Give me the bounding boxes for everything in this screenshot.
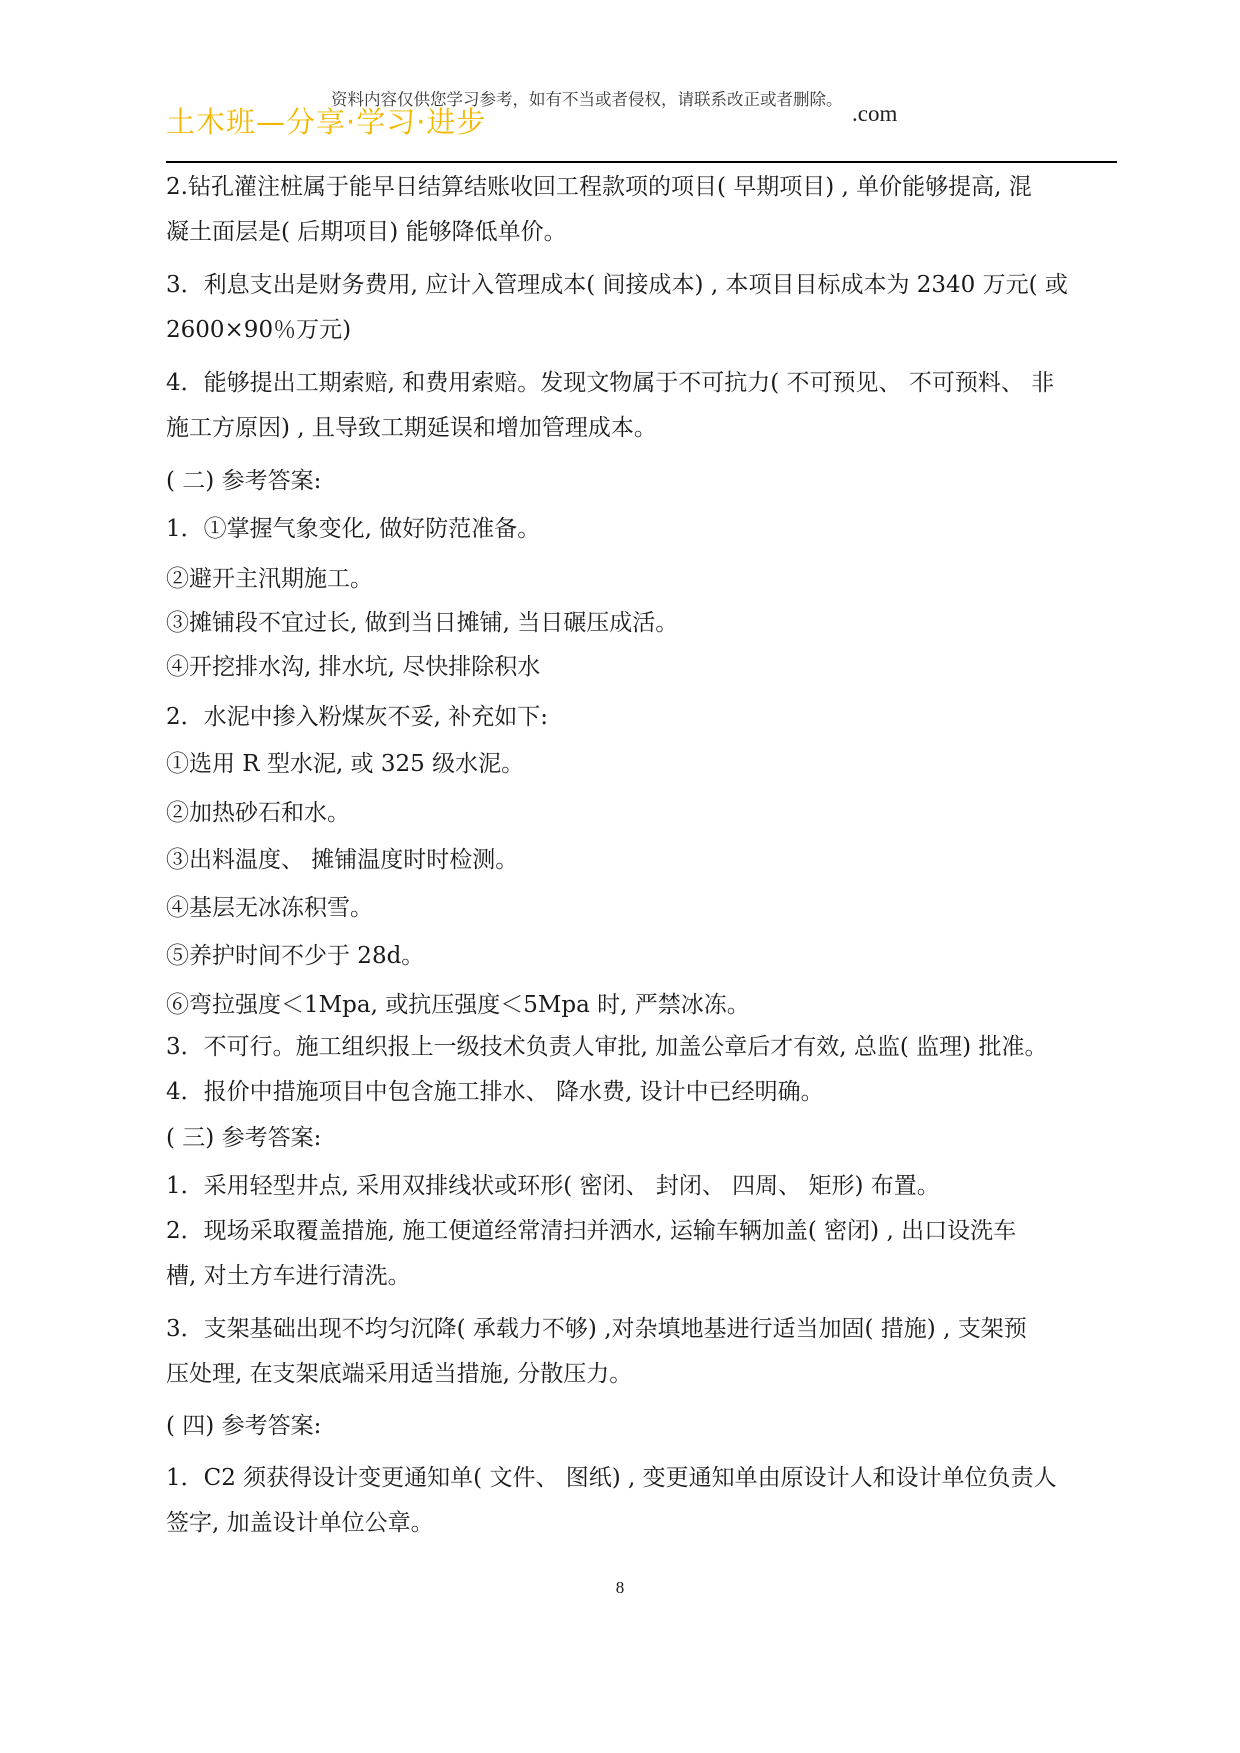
body-line: 施工方原因) , 且导致工期延误和增加管理成本。 <box>166 415 657 441</box>
body-line: 1．C2 须获得设计变更通知单( 文件、 图纸) , 变更通知单由原设计人和设计单位负责人 <box>166 1465 1057 1491</box>
body-line: 签字, 加盖设计单位公章。 <box>166 1510 434 1536</box>
body-line: 2．水泥中掺入粉煤灰不妥, 补充如下: <box>166 704 549 730</box>
body-line: 2．现场采取覆盖措施, 施工便道经常清扫并洒水, 运输车辆加盖( 密闭) , 出口设洗车 <box>166 1218 1017 1244</box>
body-line: 3．支架基础出现不均匀沉降( 承载力不够) ,对杂填地基进行适当加固( 措施) , 支架预 <box>166 1316 1027 1342</box>
header-disclaimer: 资料内容仅供您学习参考，如有不当或者侵权，请联系改正或者删除。 <box>331 90 843 109</box>
body-line: ④基层无冰冻积雪。 <box>166 895 373 921</box>
body-line: 1．①掌握气象变化, 做好防范准备。 <box>166 516 541 542</box>
header-brand: 土木班—分享·学习·进步 <box>166 105 487 139</box>
section-heading: ( 四) 参考答案: <box>166 1413 322 1439</box>
body-line: 2.钻孔灌注桩属于能早日结算结账收回工程款项的项目( 早期项目) , 单价能够提高, 混 <box>166 174 1032 200</box>
body-line: 2600×90％万元) <box>166 317 352 343</box>
body-line: ⑥弯拉强度＜1Mpa, 或抗压强度＜5Mpa 时, 严禁冰冻。 <box>166 992 750 1018</box>
body-line: 4．能够提出工期索赔, 和费用索赔。发现文物属于不可抗力( 不可预见、 不可预料、 非 <box>166 370 1055 396</box>
section-heading: ( 三) 参考答案: <box>166 1125 322 1151</box>
header-domain-suffix: .com <box>852 101 898 126</box>
page-header <box>166 78 1116 158</box>
body-line: ②加热砂石和水。 <box>166 800 350 826</box>
body-line: 3．利息支出是财务费用, 应计入管理成本( 间接成本) , 本项目目标成本为 2340 万元( 或 <box>166 272 1068 298</box>
body-line: 3．不可行。施工组织报上一级技术负责人审批, 加盖公章后才有效, 总监( 监理) 批准。 <box>166 1034 1048 1060</box>
body-line: 凝土面层是( 后期项目) 能够降低单价。 <box>166 219 567 245</box>
body-line: ④开挖排水沟, 排水坑, 尽快排除积水 <box>166 654 541 680</box>
body-line: 4．报价中措施项目中包含施工排水、 降水费, 设计中已经明确。 <box>166 1079 824 1105</box>
body-line: ⑤养护时间不少于 28d。 <box>166 943 425 969</box>
body-line: ③出料温度、 摊铺温度时时检测。 <box>166 847 519 873</box>
section-heading: ( 二) 参考答案: <box>166 468 322 494</box>
body-line: 压处理, 在支架底端采用适当措施, 分散压力。 <box>166 1361 633 1387</box>
body-line: ②避开主汛期施工。 <box>166 566 373 592</box>
body-line: 1．采用轻型井点, 采用双排线状或环形( 密闭、 封闭、 四周、 矩形) 布置。 <box>166 1173 940 1199</box>
body-line: ③摊铺段不宜过长, 做到当日摊铺, 当日碾压成活。 <box>166 610 679 636</box>
body-line: 槽, 对土方车进行清洗。 <box>166 1263 411 1289</box>
body-line: ①选用 R 型水泥, 或 325 级水泥。 <box>166 751 525 777</box>
page-number: 8 <box>615 1578 625 1597</box>
header-rule <box>166 161 1117 163</box>
